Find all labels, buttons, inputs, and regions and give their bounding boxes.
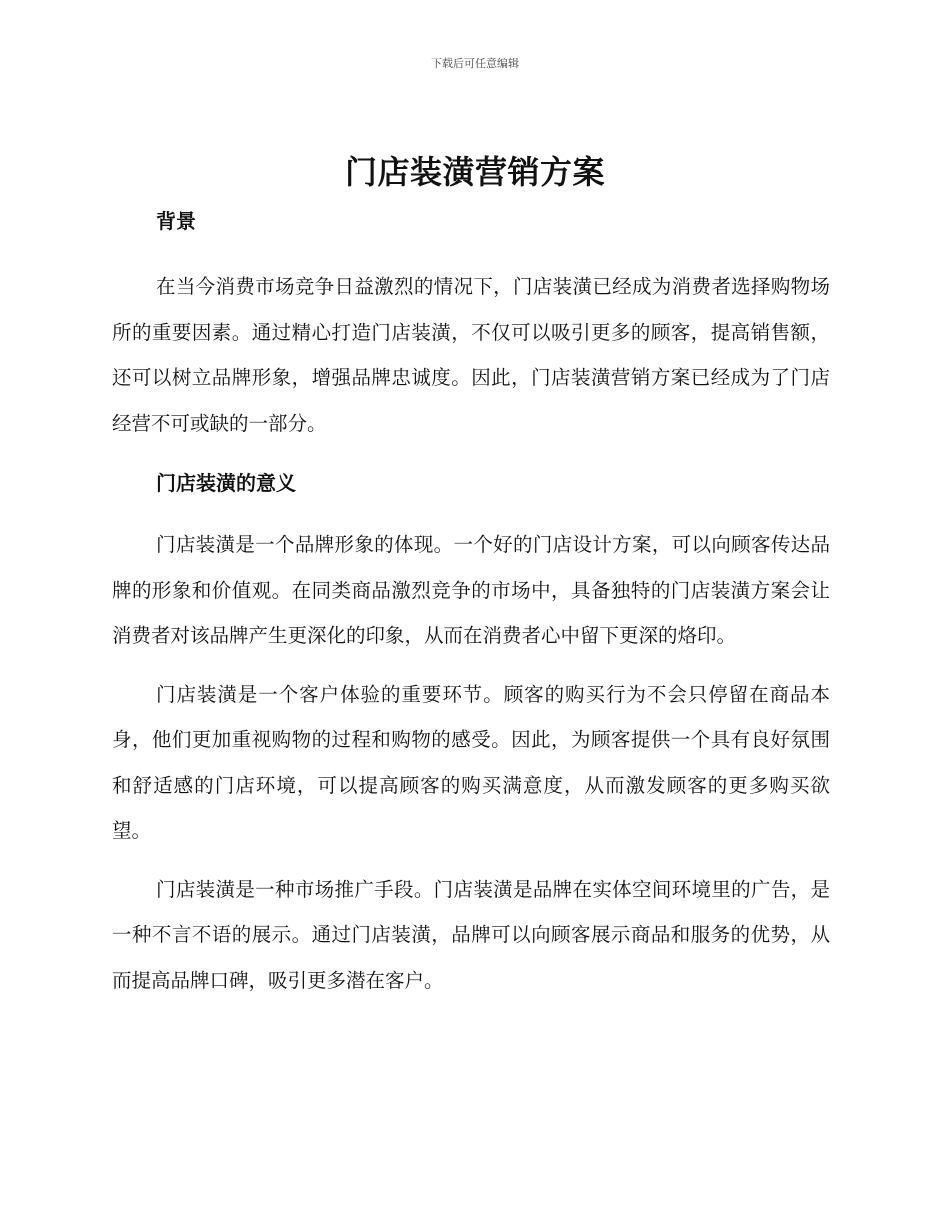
paragraph-background: 在当今消费市场竞争日益激烈的情况下，门店装潢已经成为消费者选择购物场所的重要因素。通过精心打造门店装潢，不仅可以吸引更多的顾客，提高销售额，还可以树立品牌形象，增强品牌忠诚度。因此，门店装潢营销方案已经成为了门店经营不可或缺的一部分。: [112, 275, 830, 435]
header-note: 下载后可任意编辑: [431, 57, 519, 70]
document-title: 门店装潢营销方案: [344, 153, 605, 191]
paragraph-customer-experience: 门店装潢是一个客户体验的重要环节。顾客的购买行为不会只停留在商品本身，他们更加重视购物的过程和购物的感受。因此，为顾客提供一个具有良好氛围和舒适感的门店环境，可以提高顾客的购买满意度，从而激发顾客的更多购买欲望。: [112, 682, 830, 842]
section-heading-meaning: 门店装潢的意义: [156, 471, 296, 495]
paragraph-marketing-means: 门店装潢是一种市场推广手段。门店装潢是品牌在实体空间环境里的广告，是一种不言不语的展示。通过门店装潢，品牌可以向顾客展示商品和服务的优势，从而提高品牌口碑，吸引更多潜在客户。: [112, 877, 830, 992]
document-body: [112, 205, 830, 1003]
section-heading-background: 背景: [156, 209, 196, 233]
paragraph-brand-image: 门店装潢是一个品牌形象的体现。一个好的门店设计方案，可以向顾客传达品牌的形象和价值观。在同类商品激烈竞争的市场中，具备独特的门店装潢方案会让消费者对该品牌产生更深化的印象，从而在消费者心中留下更深的烙印。: [112, 533, 830, 647]
